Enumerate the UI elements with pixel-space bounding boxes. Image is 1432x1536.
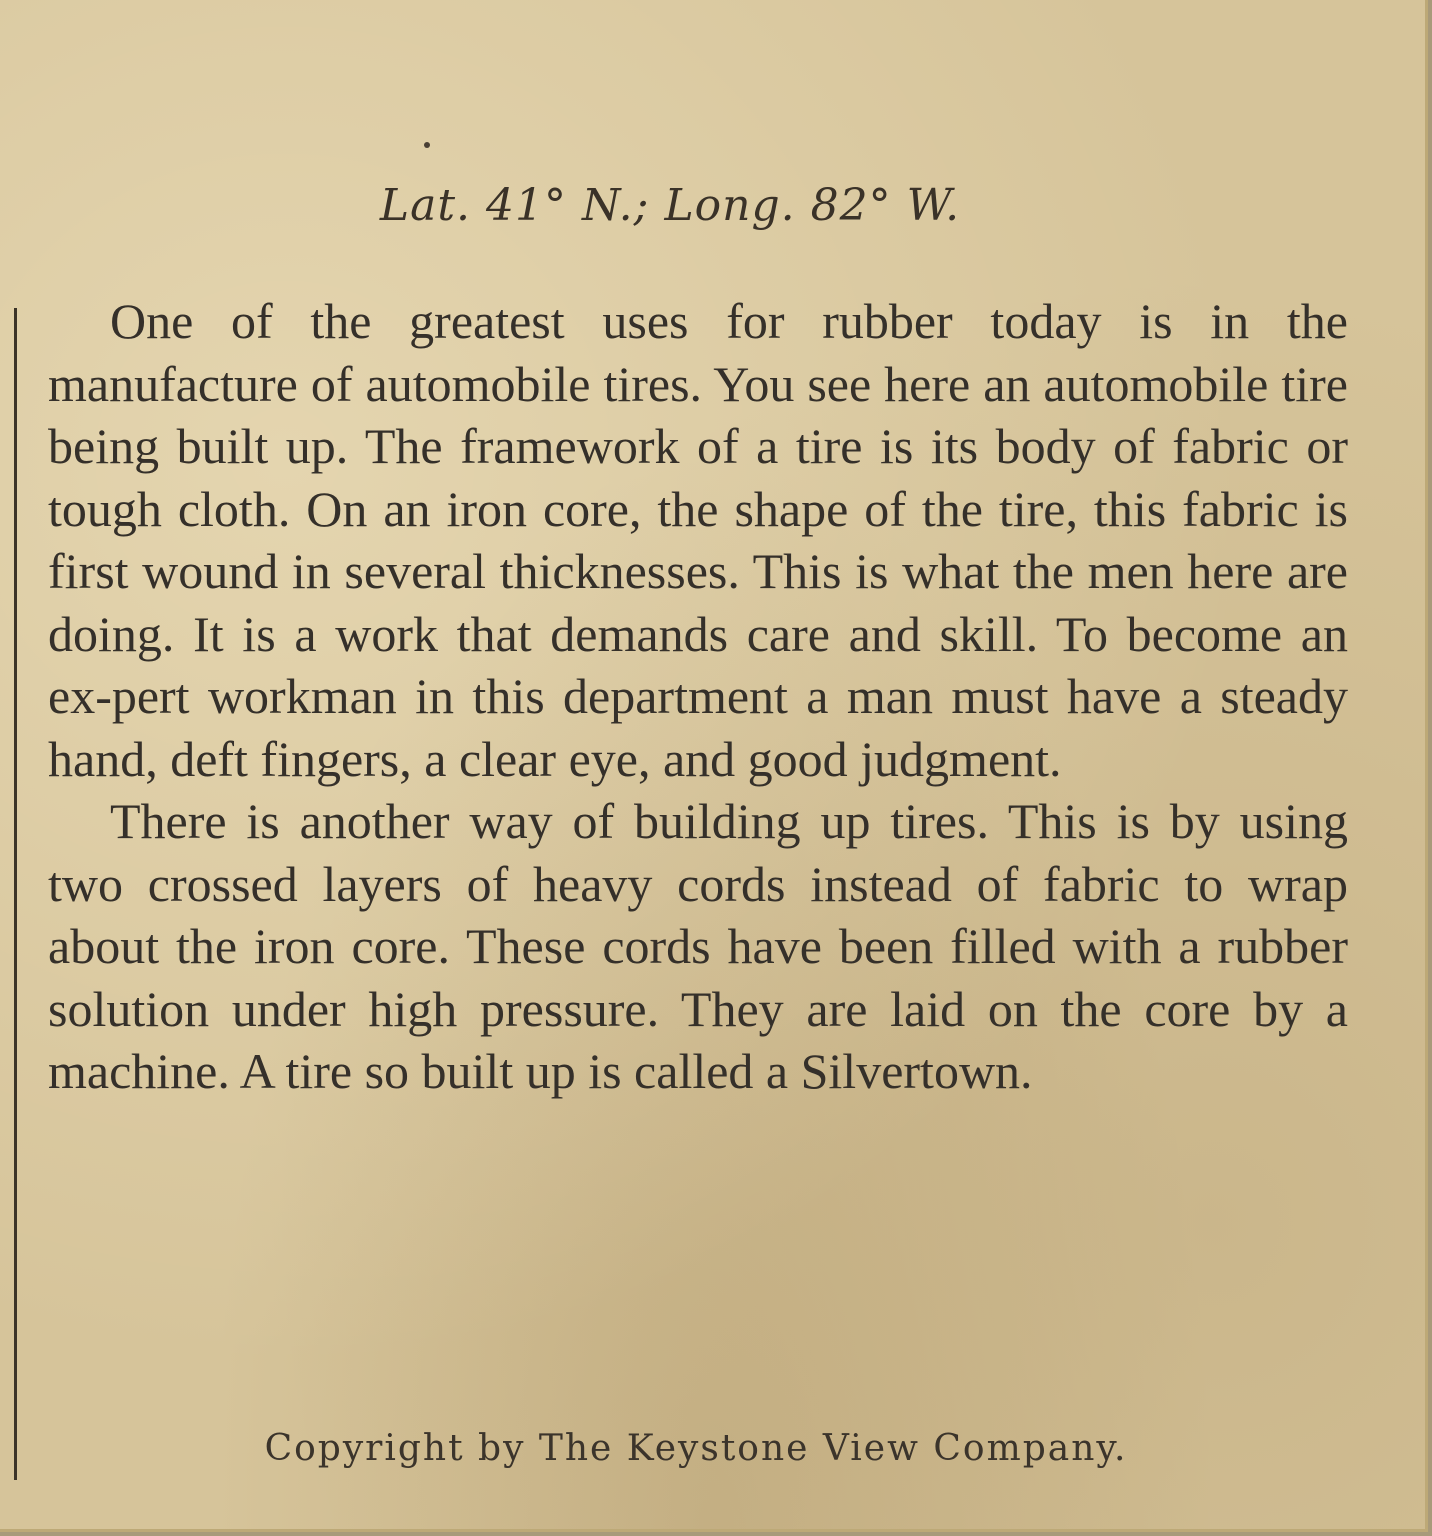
ink-speck <box>424 142 430 148</box>
left-margin-rule <box>14 308 17 1480</box>
paragraph-1: One of the greatest uses for rubber today is in the manufacture of automobile tires. You see here an automobile tire being built up. The framework of a tire is its body of fabric or tough cloth. On an iron core, the shape of the tire, this fabric is first wound in several thicknesses. This is what the men here are doing. It is a work that demands care and skill. To become an ex-pert workman in this department a man must have a steady hand, deft fingers, a clear eye, and good judgment. <box>48 293 1348 787</box>
coordinates-heading: Lat. 41° N.; Long. 82° W. <box>379 180 961 231</box>
paragraph-2: There is another way of building up tires. This is by using two crossed layers of heavy cords instead of fabric to wrap about the iron core. These cords have been filled with a rubber solution under high pressure. They are laid on the core by a machine. A tire so built up is called a Silvertown. <box>48 793 1348 1099</box>
description-text <box>48 290 1348 1103</box>
copyright-line: Copyright by The Keystone View Company. <box>264 1428 1128 1469</box>
